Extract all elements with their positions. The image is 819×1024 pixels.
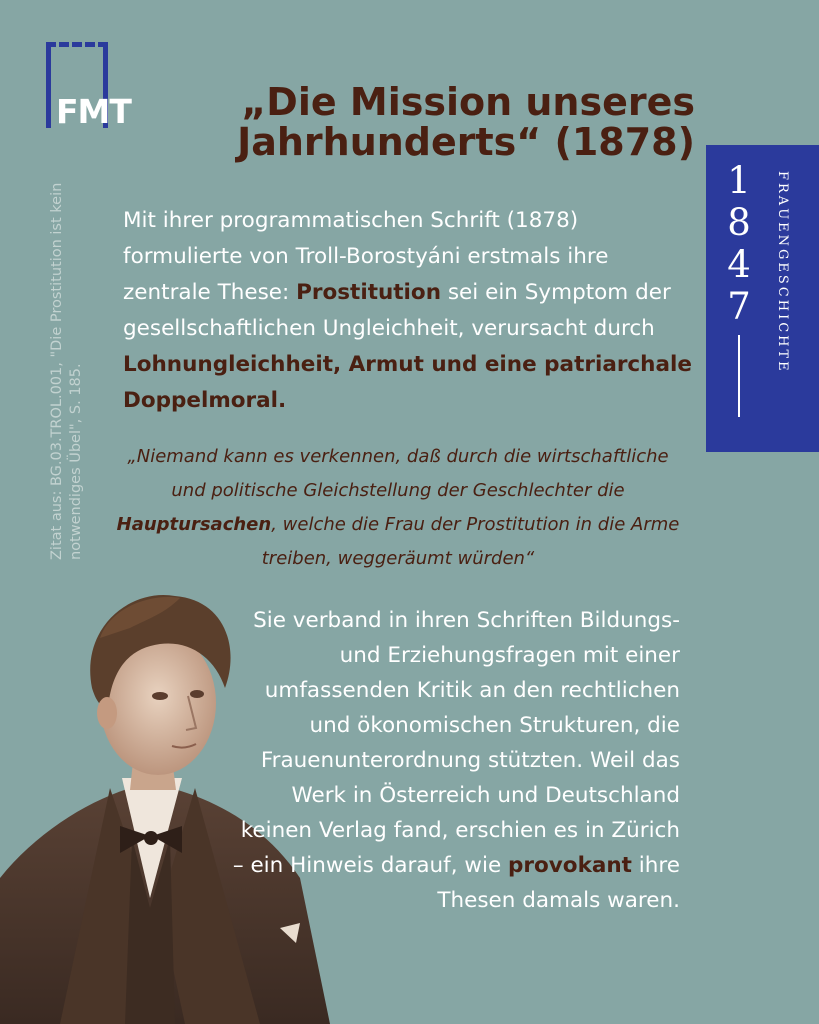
year-digit-2: 8 xyxy=(727,201,751,244)
page-title: „Die Mission unseres Jahrhunderts“ (1878) xyxy=(237,80,695,164)
logo-text: FMT xyxy=(56,92,131,131)
intro-text-2: sei ein Symptom der gesellschaftlichen Ungleichheit, verursacht durch xyxy=(123,280,671,341)
year-digit-4: 7 xyxy=(727,285,751,328)
banner-divider xyxy=(738,335,740,417)
body-text-2: ihre Thesen damals waren. xyxy=(437,853,680,913)
intro-text-1: Mit ihrer programmatischen Schrift (1878) formulierte von Troll-Borostyáni erstmals ihre zentrale These: xyxy=(123,208,609,305)
body-paragraph xyxy=(225,603,680,918)
year-digit-3: 4 xyxy=(727,243,751,286)
quote-bold: Hauptursachen xyxy=(116,514,272,535)
quote-text-1: „Niemand kann es verkennen, daß durch die wirtschaftliche und politische Gleichstellung der Geschlechter die xyxy=(127,446,669,501)
intro-bold-prostitution: Prostitution xyxy=(296,280,442,305)
year-digit-1: 1 xyxy=(727,159,751,202)
quote-text-2: , welche die Frau der Prostitution in die Arme treiben, weggeräumt würden“ xyxy=(261,514,680,569)
intro-bold-causes: Lohnungleichheit, Armut und eine patriarchale Doppelmoral. xyxy=(123,352,692,413)
body-text-1: Sie verband in ihren Schriften Bildungs- und Erziehungsfragen mit einer umfassenden Kritik an den rechtlichen und ökonomischen Strukturen, die Frauenunterordnung stützten. Weil das Werk in Österreich und Deutschland keinen Verlag fand, erschien es in Zürich – ein Hinweis darauf, wie xyxy=(232,608,680,878)
fmt-logo xyxy=(46,42,138,132)
quote-paragraph xyxy=(108,440,688,576)
banner-label: FRAUENGESCHICHTE xyxy=(775,171,790,374)
year-banner xyxy=(706,145,819,452)
citation-vertical: Zitat aus: BG.03.TROL.001, "Die Prostitution ist kein notwendiges Übel", S. 185. xyxy=(49,182,84,560)
intro-paragraph xyxy=(123,203,693,419)
body-bold-provokant: provokant xyxy=(508,853,632,878)
